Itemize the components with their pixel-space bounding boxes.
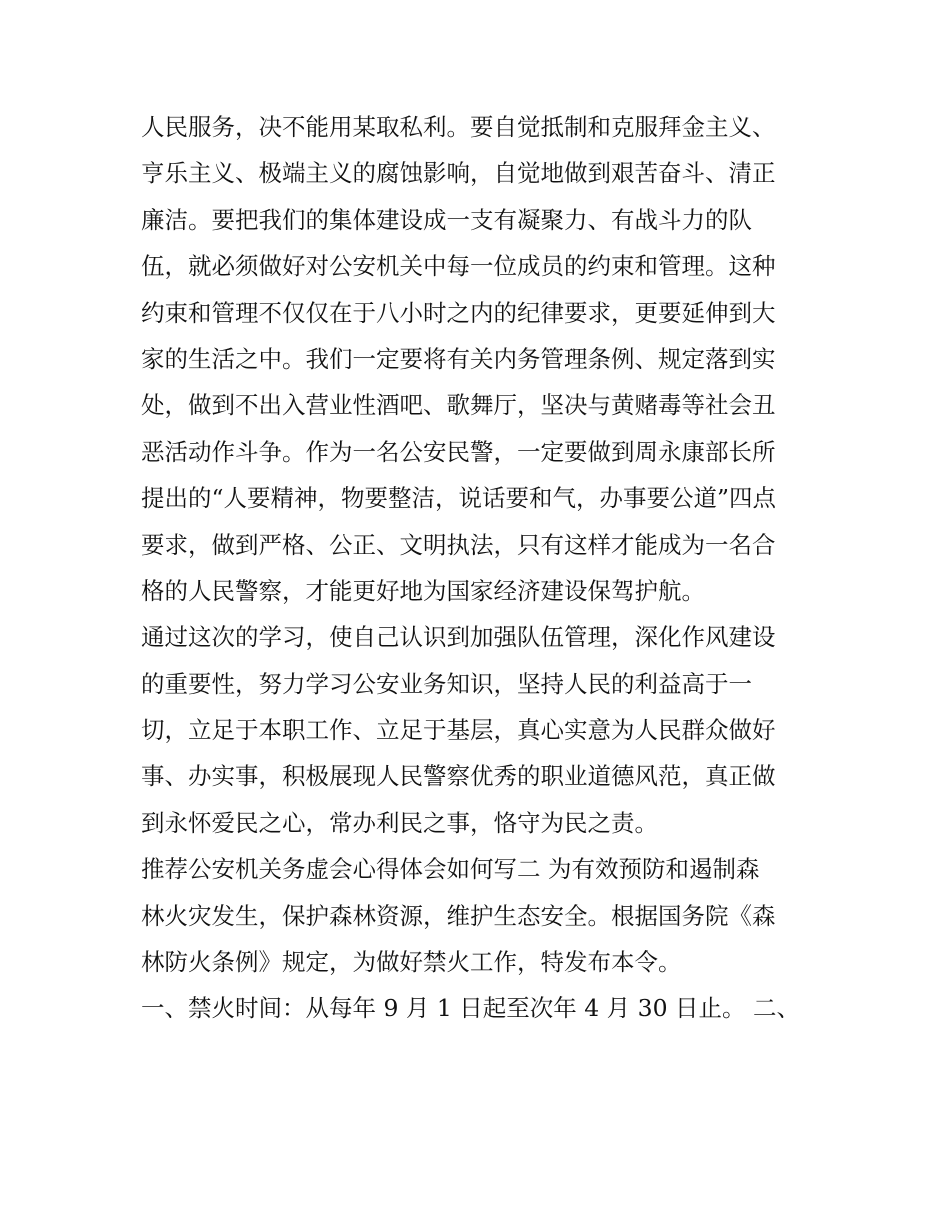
text-line: 到永怀爱民之心，常办利民之事，恪守为民之责。 bbox=[141, 808, 658, 837]
text-line: 的重要性，努力学习公安业务知识，坚持人民的利益高于一 bbox=[141, 669, 752, 698]
text-line: 伍，就必须做好对公安机关中每一位成员的约束和管理。这种 bbox=[141, 252, 776, 281]
text-line: 林火灾发生，保护森林资源，维护生态安全。根据国务院《森 bbox=[141, 901, 776, 930]
text-line: 提出的“人要精神，物要整洁，说话要和气，办事要公道”四点 bbox=[141, 484, 777, 513]
text-line: 家的生活之中。我们一定要将有关内务管理条例、规定落到实 bbox=[141, 344, 776, 373]
text-line: 林防火条例》规定，为做好禁火工作，特发布本令。 bbox=[141, 948, 682, 977]
text-line: 约束和管理不仅仅在于八小时之内的纪律要求，更要延伸到大 bbox=[141, 298, 776, 327]
text-line: 一、禁火时间：从每年 9 月 1 日起至次年 4 月 30 日止。 二、 bbox=[141, 994, 800, 1023]
text-line: 恶活动作斗争。作为一名公安民警，一定要做到周永康部长所 bbox=[141, 437, 776, 466]
text-line: 要求，做到严格、公正、文明执法，只有这样才能成为一名合 bbox=[141, 530, 776, 559]
text-line: 事、办实事，积极展现人民警察优秀的职业道德风范，真正做 bbox=[141, 762, 776, 791]
text-line: 推荐公安机关务虚会心得体会如何写二 为有效预防和遏制森 bbox=[141, 855, 760, 884]
text-line: 切，立足于本职工作、立足于基层，真心实意为人民群众做好 bbox=[141, 716, 776, 745]
document-body bbox=[141, 104, 821, 1032]
text-line: 处，做到不出入营业性酒吧、歌舞厅，坚决与黄赌毒等社会丑 bbox=[141, 391, 776, 420]
text-line: 人民服务，决不能用某取私利。要自觉抵制和克服拜金主义、 bbox=[141, 113, 776, 141]
text-line: 亨乐主义、极端主义的腐蚀影响，自觉地做到艰苦奋斗、清正 bbox=[141, 159, 776, 188]
text-line: 廉洁。要把我们的集体建设成一支有凝聚力、有战斗力的队 bbox=[141, 205, 752, 234]
text-line: 通过这次的学习，使自己认识到加强队伍管理，深化作风建设 bbox=[141, 623, 776, 652]
text-line: 格的人民警察，才能更好地为国家经济建设保驾护航。 bbox=[141, 576, 705, 605]
